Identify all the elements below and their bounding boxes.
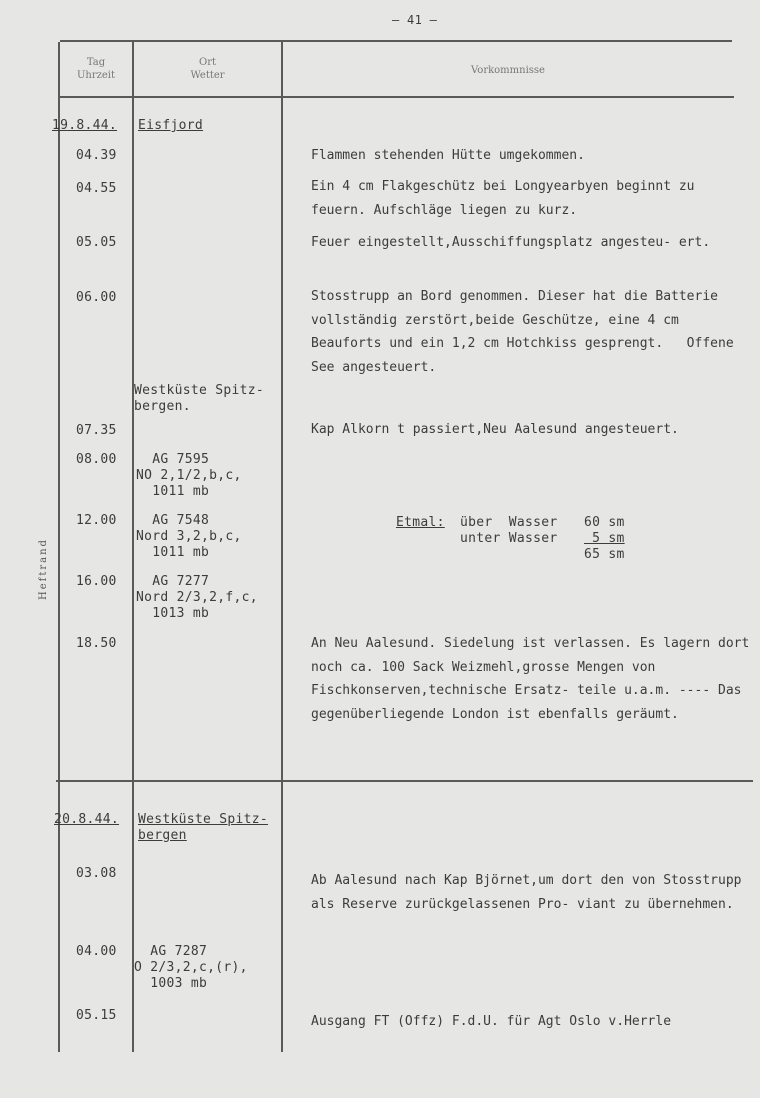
event-text: Stosstrupp an Bord genommen. Dieser hat die Batterie vollständig zerstört,beide Geschütze, eine 4 cm Beauforts und ein 1,2 cm Hotchkiss gesprengt. Offene See angesteuert.	[311, 289, 742, 375]
weather-entry: AG 7277 Nord 2/3,2,f,c, 1013 mb	[136, 574, 258, 621]
header-rule	[60, 96, 734, 98]
event-text: Flammen stehenden Hütte umgekommen.	[311, 148, 585, 163]
header-time-label: Uhrzeit	[76, 70, 116, 81]
date-19-8-44: 19.8.44.	[52, 118, 118, 133]
weather-entry: AG 7595 NO 2,1/2,b,c, 1011 mb	[136, 452, 242, 499]
time-entry: 05.05	[76, 235, 117, 250]
header-events-label: Vorkommnisse	[471, 65, 545, 76]
event-text: Ausgang FT (Offz) F.d.U. für Agt Oslo v.Herrle	[311, 1014, 672, 1029]
top-rule	[60, 40, 732, 42]
time-entry: 16.00	[76, 574, 117, 589]
time-entry: 04.00	[76, 944, 117, 959]
weather-entry: AG 7287 O 2/3,2,c,(r), 1003 mb	[134, 944, 248, 991]
column-divider-1	[132, 42, 134, 1052]
time-entry: 04.55	[76, 181, 117, 196]
etmal-row2-label: unter Wasser	[460, 531, 558, 546]
page-number: — 41 —	[392, 13, 438, 27]
header-day-label: Tag	[86, 57, 106, 68]
etmal-row2-value: 5 sm	[584, 531, 625, 546]
etmal-total: 65 sm	[584, 547, 625, 562]
section-divider	[56, 780, 753, 782]
header-place-label: Ort	[199, 57, 216, 68]
etmal-row1-value: 60 sm	[584, 515, 625, 530]
time-entry: 08.00	[76, 452, 117, 467]
date-20-8-44: 20.8.44.	[54, 812, 120, 827]
event-text: Kap Alkorn t passiert,Neu Aalesund angesteuert.	[311, 422, 679, 437]
time-entry: 12.00	[76, 513, 117, 528]
time-entry: 03.08	[76, 866, 117, 881]
event-text: An Neu Aalesund. Siedelung ist verlassen. Es lagern dort noch ca. 100 Sack Weizmehl,grosse Mengen von Fischkonserven,technische Ersatz- teile u.a.m. ---- Das gegenüberliegende London ist ebenfalls geräumt.	[311, 636, 758, 722]
header-weather-label: Wetter	[190, 70, 225, 81]
event-text: Ein 4 cm Flakgeschütz bei Longyearbyen beginnt zu feuern. Aufschläge liegen zu kurz.	[311, 179, 703, 218]
weather-entry: AG 7548 Nord 3,2,b,c, 1011 mb	[136, 513, 242, 560]
place-eisfjord: Eisfjord	[138, 118, 204, 133]
header-events	[283, 64, 733, 77]
header-place-weather	[134, 56, 281, 82]
left-border	[58, 42, 60, 1052]
time-entry: 18.50	[76, 636, 117, 651]
etmal-label: Etmal:	[396, 515, 445, 530]
time-entry: 05.15	[76, 1008, 117, 1023]
time-entry: 07.35	[76, 423, 117, 438]
column-divider-2	[281, 42, 283, 1052]
margin-label: Heftrand	[38, 538, 49, 600]
header-day-time	[60, 56, 132, 82]
place-westkueste-1: Westküste Spitz- bergen.	[134, 383, 265, 414]
event-text: Ab Aalesund nach Kap Björnet,um dort den von Stosstrupp als Reserve zurückgelassenen Pro- viant zu übernehmen.	[311, 873, 750, 912]
etmal-row1-label: über Wasser	[460, 515, 558, 530]
event-text: Feuer eingestellt,Ausschiffungsplatz angesteu- ert.	[311, 235, 711, 250]
time-entry: 04.39	[76, 148, 117, 163]
time-entry: 06.00	[76, 290, 117, 305]
place-westkueste-2: Westküste Spitz- bergen	[138, 812, 269, 843]
